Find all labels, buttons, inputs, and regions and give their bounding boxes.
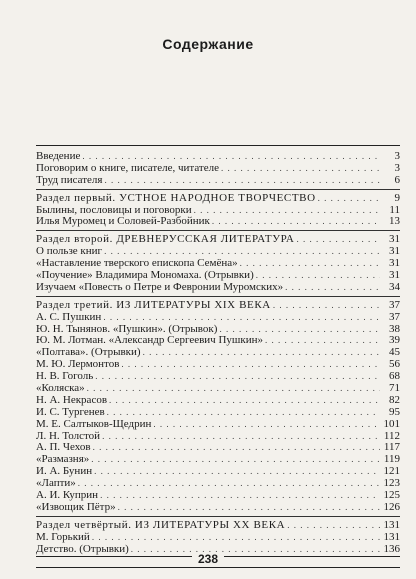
toc-leader-dots bbox=[107, 407, 380, 419]
toc-entry bbox=[36, 300, 400, 312]
toc-entry-title: Ю. М. Лотман. «Александр Сергеевич Пушкин» bbox=[36, 334, 263, 347]
section-separator bbox=[36, 189, 400, 190]
toc-entry-title: «Поучение» Владимира Мономаха. (Отрывки) bbox=[36, 269, 254, 282]
toc-entry-title: М. Ю. Лермонтов bbox=[36, 358, 120, 371]
toc-entry-page: 68 bbox=[389, 370, 400, 383]
toc-entry-title: «Извощик Пётр» bbox=[36, 500, 116, 513]
toc-entry bbox=[36, 282, 400, 294]
toc-entry-title: Н. В. Гоголь bbox=[36, 370, 94, 383]
footer-rule bbox=[36, 567, 400, 568]
toc-entry-title: И. С. Тургенев bbox=[36, 405, 105, 418]
toc-entry-title: Илья Муромец и Соловей-Разбойник bbox=[36, 215, 210, 228]
table-of-contents bbox=[36, 145, 400, 557]
toc-entry-page: 11 bbox=[389, 203, 400, 216]
section-separator bbox=[36, 296, 400, 297]
toc-leader-dots bbox=[92, 532, 380, 544]
toc-entry-page: 37 bbox=[389, 298, 400, 311]
toc-entry-page: 6 bbox=[394, 173, 400, 186]
toc-entry-title: Ю. Н. Тынянов. «Пушкин». (Отрывок) bbox=[36, 322, 218, 335]
toc-entry-page: 31 bbox=[389, 257, 400, 270]
toc-entry-page: 37 bbox=[389, 310, 400, 323]
toc-entry-page: 13 bbox=[389, 215, 400, 228]
toc-entry bbox=[36, 431, 400, 443]
toc-leader-dots bbox=[118, 502, 380, 514]
toc-entry-title: И. А. Бунин bbox=[36, 465, 93, 478]
toc-entry-title: «Лапти» bbox=[36, 477, 76, 490]
toc-leader-dots bbox=[104, 175, 380, 187]
toc-entry-title: Раздел третий. ИЗ ЛИТЕРАТУРЫ XIX ВЕКА bbox=[36, 298, 271, 311]
toc-entry-title: М. Горький bbox=[36, 530, 90, 543]
toc-entry-page: 126 bbox=[383, 500, 400, 513]
toc-entry-page: 112 bbox=[383, 429, 400, 442]
toc-entry bbox=[36, 407, 400, 419]
toc-entry-page: 45 bbox=[389, 346, 400, 359]
toc-entry-page: 131 bbox=[383, 518, 400, 531]
toc-entry-title: Введение bbox=[36, 150, 81, 162]
toc-entry-page: 31 bbox=[389, 269, 400, 282]
toc-entry-title: «Размазня» bbox=[36, 453, 90, 466]
toc-entry bbox=[36, 532, 400, 544]
toc-entry-title: Раздел второй. ДРЕВНЕРУССКАЯ ЛИТЕРАТУРА bbox=[36, 233, 295, 246]
page-number bbox=[0, 552, 416, 566]
toc-entry-page: 3 bbox=[394, 161, 400, 174]
toc-entry-page: 131 bbox=[383, 530, 400, 543]
toc-entry-page: 125 bbox=[383, 489, 400, 502]
toc-entry-page: 34 bbox=[389, 280, 400, 293]
toc-leader-dots bbox=[285, 282, 380, 294]
toc-entry-page: 3 bbox=[394, 150, 400, 162]
toc-entry bbox=[36, 520, 400, 532]
toc-entry-page: 136 bbox=[383, 542, 400, 555]
toc-leader-dots bbox=[212, 216, 380, 228]
page-title: Содержание bbox=[162, 36, 254, 52]
toc-leader-dots bbox=[103, 312, 380, 324]
toc-leader-dots bbox=[296, 234, 380, 246]
toc-leader-dots bbox=[91, 454, 380, 466]
toc-entry bbox=[36, 502, 400, 514]
toc-entry-title: Н. А. Некрасов bbox=[36, 393, 108, 406]
toc-entry-title: «Полтава». (Отрывки) bbox=[36, 346, 141, 359]
toc-entry-page: 95 bbox=[389, 405, 400, 418]
toc-entry bbox=[36, 371, 400, 383]
toc-entry-title: «Наставление тверского епископа Семёна» bbox=[36, 257, 238, 270]
toc-leader-dots bbox=[100, 490, 380, 502]
toc-entry-title: Л. Н. Толстой bbox=[36, 429, 101, 442]
toc-leader-dots bbox=[121, 359, 380, 371]
toc-entry-title: Изучаем «Повесть о Петре и Февронии Муромских» bbox=[36, 280, 284, 293]
toc-leader-dots bbox=[102, 431, 380, 443]
toc-entry-title: Детство. (Отрывки) bbox=[36, 542, 129, 555]
toc-entry-title: Былины, пословицы и поговорки bbox=[36, 203, 192, 216]
toc-entry-title: «Коляска» bbox=[36, 382, 85, 395]
toc-leader-dots bbox=[143, 347, 380, 359]
toc-leader-dots bbox=[287, 520, 380, 532]
toc-entry-title: А. П. Чехов bbox=[36, 441, 91, 454]
toc-entry bbox=[36, 419, 400, 431]
toc-leader-dots bbox=[94, 466, 380, 478]
toc-entry-title: Труд писателя bbox=[36, 173, 103, 186]
section-separator bbox=[36, 230, 400, 231]
toc-entry-page: 82 bbox=[389, 393, 400, 406]
toc-entry-title: А. И. Куприн bbox=[36, 489, 99, 502]
toc-entry-title: Раздел четвёртый. ИЗ ЛИТЕРАТУРЫ XX ВЕКА bbox=[36, 518, 286, 531]
toc-entry-page: 31 bbox=[389, 245, 400, 258]
toc-leader-dots bbox=[109, 395, 380, 407]
toc-leader-dots bbox=[93, 442, 380, 454]
toc-entry bbox=[36, 216, 400, 228]
toc-leader-dots bbox=[194, 205, 380, 217]
toc-leader-dots bbox=[318, 193, 380, 205]
toc-entry-page: 39 bbox=[389, 334, 400, 347]
toc-leader-dots bbox=[221, 163, 380, 175]
toc-entry-title: А. С. Пушкин bbox=[36, 310, 102, 323]
toc-entry-page: 9 bbox=[394, 191, 400, 204]
toc-entry-page: 31 bbox=[389, 233, 400, 246]
toc-entry-title: М. Е. Салтыков-Щедрин bbox=[36, 417, 152, 430]
toc-entry-page: 56 bbox=[389, 358, 400, 371]
toc-entry-page: 71 bbox=[389, 382, 400, 395]
toc-entry-page: 119 bbox=[383, 453, 400, 466]
toc-entry-title: Раздел первый. УСТНОЕ НАРОДНОЕ ТВОРЧЕСТВО bbox=[36, 191, 316, 204]
toc-leader-dots bbox=[265, 335, 380, 347]
toc-entry-page: 121 bbox=[383, 465, 400, 478]
toc-entry-page: 117 bbox=[383, 441, 400, 454]
toc-entry bbox=[36, 466, 400, 478]
toc-leader-dots bbox=[153, 419, 380, 431]
toc-entry-page: 38 bbox=[389, 322, 400, 335]
toc-leader-dots bbox=[87, 383, 380, 395]
toc-leader-dots bbox=[95, 371, 380, 383]
toc-entry bbox=[36, 193, 400, 205]
toc-entry bbox=[36, 163, 400, 175]
toc-entry bbox=[36, 175, 400, 187]
toc-entry-title: Поговорим о книге, писателе, читателе bbox=[36, 161, 219, 174]
toc-entry-page: 123 bbox=[383, 477, 400, 490]
page-number-text: 238 bbox=[192, 552, 224, 566]
toc-entry-title: О пользе книг bbox=[36, 245, 103, 258]
toc-entry bbox=[36, 442, 400, 454]
toc-entry-page: 101 bbox=[383, 417, 400, 430]
section-separator bbox=[36, 516, 400, 517]
toc-entry bbox=[36, 312, 400, 324]
toc-leader-dots bbox=[78, 478, 380, 490]
toc-leader-dots bbox=[240, 258, 380, 270]
toc-leader-dots bbox=[273, 300, 380, 312]
